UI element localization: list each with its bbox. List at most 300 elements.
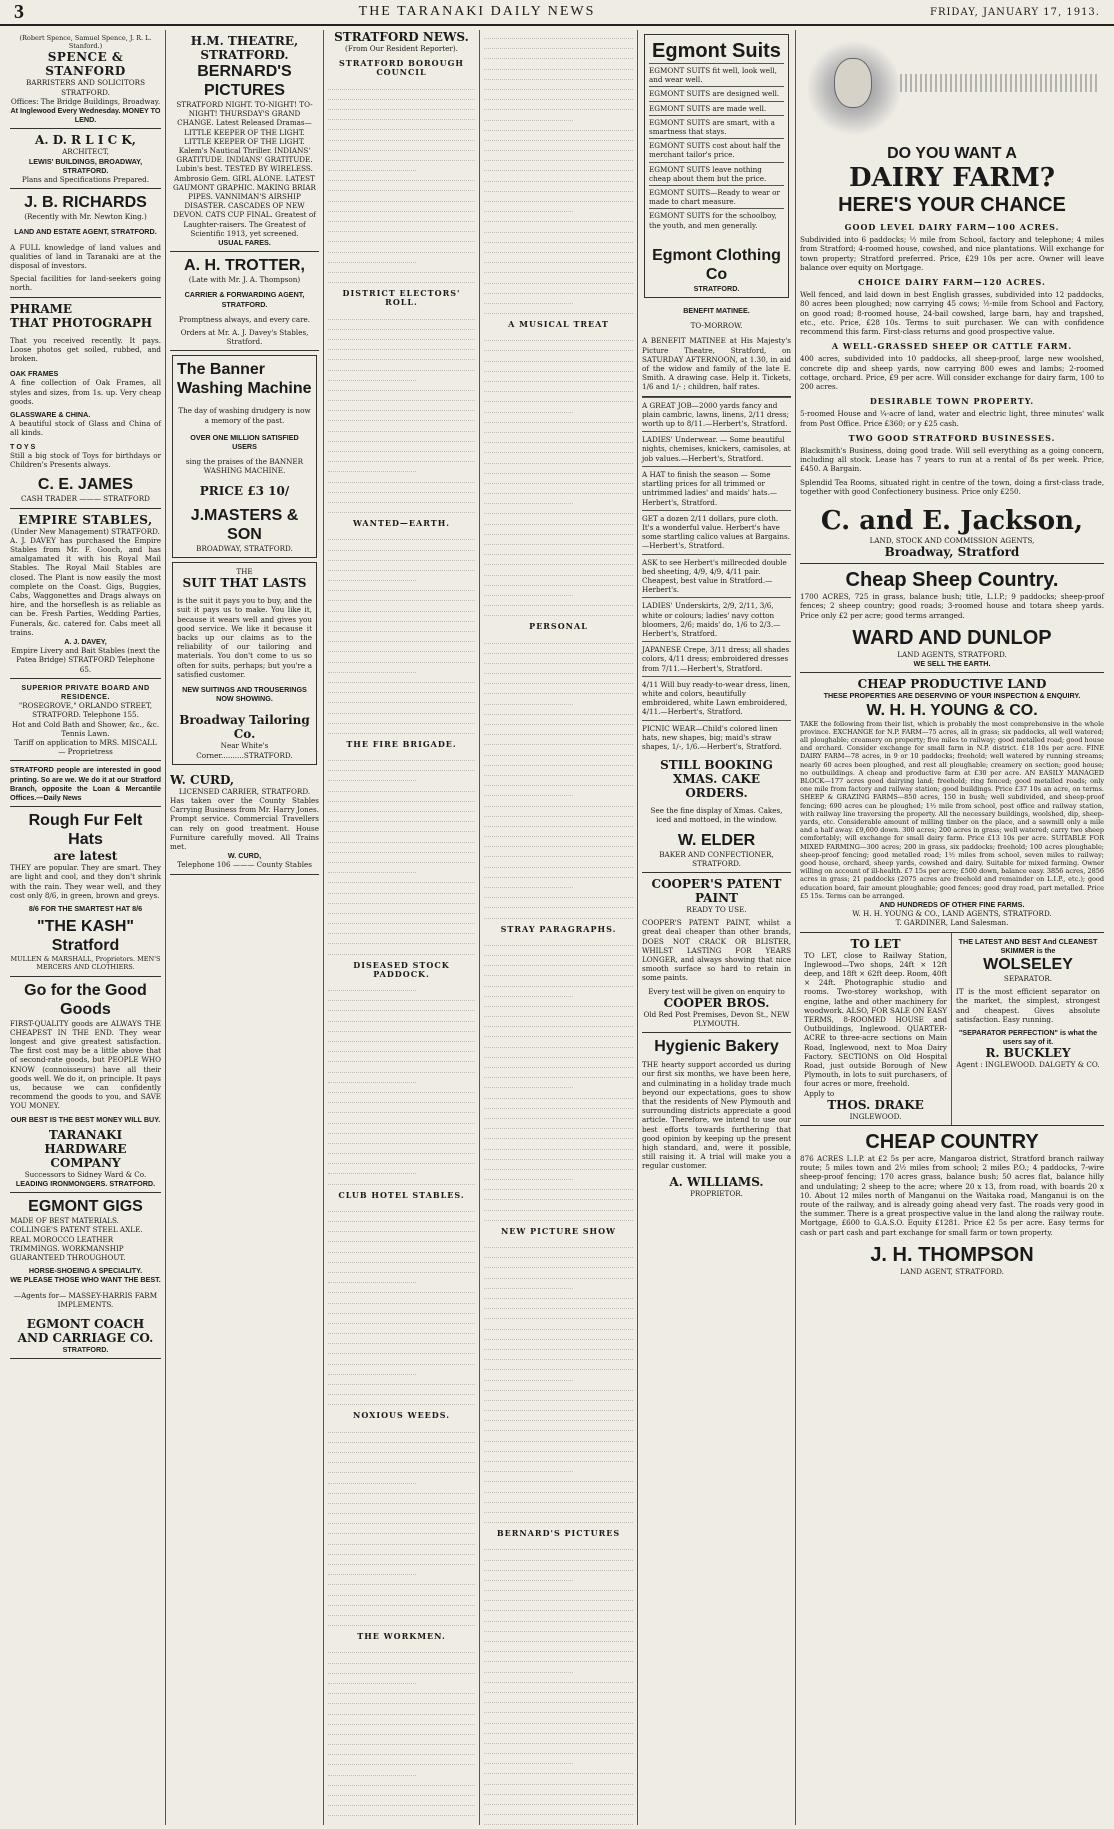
text-line [328,844,475,853]
ad-heading: A. WILLIAMS. [669,1174,764,1189]
text-line [484,152,633,161]
news-section-heading: STRATFORD BOROUGH COUNCIL [339,58,464,78]
text-line [484,162,633,171]
ad-egmont-gigs [10,1193,161,1359]
ad-text: STRATFORD. [693,283,740,293]
ad-subheading: T O Y S [10,441,36,451]
ad-cooper-paint [642,873,791,1033]
text-line [484,828,633,837]
text-line [328,1145,475,1154]
egmont-item: EGMONT SUITS for the schoolboy, the youth, and men generally. [649,208,784,231]
text-line [484,1039,633,1048]
text-line [328,905,475,914]
ad-text: Blacksmith's Business, doing good trade. Will sell everything as a going concern, including all stock. Lease has 7 years to run at a rental of 8s per week. Price, £450. A Bargain. [800,446,1104,474]
text-line [328,1495,475,1504]
text-line [484,767,633,776]
text-line [328,1223,475,1232]
ad-james [10,298,161,509]
ad-text: A fine collection of Oak Frames, all styles and sizes, from 1s. up. Very cheap goods. [10,378,161,406]
ad-heading: Cheap Sheep Country. [845,569,1059,592]
ad-heading: Hygienic Bakery [654,1038,779,1056]
text-line [328,935,475,944]
ad-text: Still a big stock of Toys for birthdays or Children's Presents always. [10,450,161,470]
text-line [328,142,475,151]
news-heading: STRATFORD NEWS. [334,30,469,44]
text-line [328,1818,475,1825]
text-line [328,1064,475,1073]
text-line [484,736,633,745]
text-line [484,859,633,868]
text-line [484,848,633,857]
news-section-heading: THE FIRE BRIGADE. [346,738,457,749]
text-line [484,655,633,664]
ad-heading: J. H. THOMPSON [870,1243,1034,1266]
text-line [328,402,475,411]
text-line [484,747,633,756]
ad-heading: The Banner Washing Machine [177,361,312,398]
two-ad-row [800,933,1104,1126]
ad-text: W. H. H. YOUNG & CO., LAND AGENTS, STRATFORD. [852,909,1052,919]
ad-suit-that-lasts [172,562,317,765]
ad-heading: Egmont Suits [652,40,781,62]
text-line [328,1376,475,1385]
text-line [484,1382,633,1391]
text-line [484,224,633,233]
ad-text: Plans and Specifications Prepared. [21,175,150,185]
ad-text: A. J. DAVEY has purchased the Empire Stables from Mr. F. Gooch, and has amalgamated it with his Royal Mail Stables. The Royal Mail Stables are closed. The Plant is now easily the most complete on the Coast. Gigs, Buggies, Cabs, Waggonettes and Drags always on hire, and the horseflesh is as reliable as can be. Fresh Parties, Wedding Parties, Funerals, &c. catered for. Cabs meet all trains. [10,535,161,637]
ad-text: Has taken over the County Stables Carrying Business from Mr. Harry Jones. Prompt service. Commercial Travellers can rely on good treatment. House Furniture carefully moved. All Trains met. [170,795,319,851]
ad-heading: BENEFIT MATINEE. [683,306,750,316]
text-line [484,434,633,443]
ad-heading: STILL BOOKING XMAS. CAKE ORDERS. [660,758,773,801]
text-line [328,1777,475,1786]
text-line [484,1433,633,1442]
text-line [484,71,633,80]
text-line [328,1485,475,1494]
text-line [484,1079,573,1088]
ad-banner-washing-machine [172,355,317,557]
text-line [484,1613,633,1622]
text-line [328,172,475,181]
text-line [328,81,475,90]
text-line [328,1536,475,1545]
ad-subheading: OAK FRAMES [10,369,59,379]
text-line [484,1120,633,1129]
news-section-heading: PERSONAL [529,621,588,632]
text-line [328,412,475,421]
column-3-news [324,30,480,1825]
ad-heading: PHRAME [10,301,73,316]
text-line [484,101,633,110]
text-line [484,1633,633,1642]
ad-text: IT is the most efficient separator on the market, the simplest, strongest and cheapest. Gives absolute satisfaction. Easy running. [956,987,1100,1024]
text-line [328,1345,475,1354]
ad-text: Subdivided into 6 paddocks; ½ mile from School, factory and telephone; 4 miles from Stratford; 4-roomed house, cowshed, and nice plantations. Will exchange for town property; Stratford preferred. Price, £29 10s per acre. Owner will leave balance over equity on Mortgage. [800,235,1104,272]
ad-heading: EGMONT COACH AND CARRIAGE CO. [17,1317,154,1346]
text-line [328,1505,475,1514]
ad-text: LAND AGENT, STRATFORD. [900,1266,1004,1276]
text-line [484,798,633,807]
text-line [328,1587,475,1596]
text-line [328,694,475,703]
text-line [328,1716,475,1725]
text-line [328,1295,475,1304]
newspaper-title: THE TARANAKI DAILY NEWS [358,4,596,19]
ad-heading: W. ELDER [677,831,756,849]
text-line [328,213,475,222]
text-line [484,1684,633,1693]
text-line [328,484,475,493]
ad-text: Near White's Corner..........STRATFORD. [196,741,293,760]
ad-text: 876 ACRES L.I.P. at £2 5s per acre, Mangaroa district, Stratford branch railway route; 5 miles town and 2½ miles from school; 2 miles P.O.; 4 paddocks, 7-wire sheep-proof fencing; 170 acres grass, balance bush; 50 acres flat, balance hilly and undulating; 2 sheep to the acre; where 20 x 13, from road, with boards 20 x 10. About 12 miles north of Manganui on the Waitaka road, Manganui is on the route of the railway, and is already going ahead very fast. The roads very good in the summer. There is a great prospective value in the land along the railway route. Mortgage, £600 to G.A.S.O. Equity £1281. Price £2 5s per acre. Easy terms for cash or part cash and part exchange for small farm or town property. [800,1154,1104,1237]
ad-text: Every test will be given on enquiry to [648,986,785,996]
ad-text: That you received recently. It pays. Loose photos get soiled, rubbed, and broken. [10,335,161,364]
text-line [328,453,475,462]
text-line [484,81,633,90]
text-line [328,233,475,242]
text-line [484,295,573,304]
ad-heading: J. B. RICHARDS [24,194,147,212]
ad-heading: Broadway, Stratford [884,545,1020,560]
ad-heading: EMPIRE STABLES, [18,512,153,527]
text-line [484,967,633,976]
ad-heading: DAIRY FARM? [848,163,1056,193]
text-line [328,982,416,991]
ad-text: STRATFORD NIGHT. TO-NIGHT! TO-NIGHT! THURSDAY'S GRAND CHANGE. Latest Released Dramas— LITTLE KEEPER OF THE LIGHT. LITTLE KEEPER OF THE LIGHT. Kalem's Nautical Thriller. INDIANS' GRATITUDE. INDIANS' GRATITUDE. Lubin's best. TESTED BY WIRELESS. Ambrosio Gem. GIRL ALONE. LATEST GAUMONT GRAPHIC. MAKING BRIAR PIPES. VANNIMAN'S AIRSHIP DISASTER. CASCADES OF NEW DEVON. CATS CUP FINAL. Greatest of Laughter-raisers. The Greatest of Scientific 1913, yet screened. [173,100,316,238]
text-line [484,607,633,616]
text-line [484,1765,633,1774]
text-line [484,645,633,654]
text-line [328,992,475,1001]
text-line [328,474,475,483]
text-line [328,1695,475,1704]
text-line [328,1756,475,1765]
sun-rays-graphic [900,74,1100,92]
text-line [328,1576,475,1585]
ad-trotter [170,252,319,351]
text-line [484,665,633,674]
ad-text: "SEPARATOR PERFECTION" is what the users say of it. [958,1028,1098,1047]
ad-taranaki-hardware [10,977,161,1194]
ad-heading: HERE'S YOUR CHANCE [838,194,1066,216]
ad-herberts-list [642,397,791,755]
ad-text: A. J. DAVEY, [64,636,107,646]
text-line [484,112,573,121]
text-line [484,1008,633,1017]
ad-text: Old Red Post Premises, Devon St., NEW PLYMOUTH. [643,1009,790,1029]
ad-text: Apply to [804,1088,835,1098]
text-line [484,1049,633,1058]
text-line [328,1525,475,1534]
text-line [328,392,475,401]
ad-text: LEWIS' BUILDINGS, BROADWAY, STRATFORD. [28,156,143,175]
herberts-item: LADIES' Underskirts, 2/9, 2/11, 3/6, white or colours; ladies' navy cotton bloomers, 2/6; maids' do, 1/6 to 2/3.—Herbert's, Stratford. [642,597,791,641]
face-graphic [834,58,872,108]
text-line [484,1653,633,1662]
text-line [484,1514,633,1523]
text-line [328,1084,475,1093]
ad-heading: Rough Fur Felt Hats [28,812,143,849]
text-line [484,193,633,202]
text-line [484,1562,633,1571]
page-number: 3 [14,0,24,23]
text-line [484,332,633,341]
ad-text: USUAL FARES. [218,238,271,248]
text-line [484,1786,633,1795]
text-line [328,1746,475,1755]
text-line [484,404,573,413]
text-line [484,706,633,715]
ad-thompson [800,1126,1104,1280]
ad-text: Empire Livery and Bait Stables (next the Patea Bridge) STRATFORD Telephone 65. [11,646,160,674]
text-line [484,1552,633,1561]
text-line [484,1745,633,1754]
text-line [484,465,633,474]
text-line [484,1130,633,1139]
text-line [328,684,475,693]
text-line [484,1572,573,1581]
text-line [328,1556,475,1565]
ad-heading: W. CURD, [170,772,235,787]
text-line [484,1300,633,1309]
ad-heading: J.MASTERS & SON [190,506,299,543]
text-line [484,203,573,212]
text-line [328,1454,475,1463]
herberts-item: PICNIC WEAR—Child's colored linen hats, new shapes, big; maid's straw shapes, 1/-, 1/6.—Herbert's, Stratford. [642,720,791,755]
text-line [328,1444,475,1453]
text-line [484,1270,633,1279]
text-line [328,582,475,591]
text-line [484,577,633,586]
ad-text: —Agents for— MASSEY-HARRIS FARM IMPLEMENTS. [13,1290,158,1309]
ad-heading: A. D. R L I C K, [35,133,136,148]
ad-text: Special facilities for land-seekers going north. [10,274,161,293]
text-line [484,1473,633,1482]
masthead [0,0,1114,26]
ad-heading: THE LATEST AND BEST And CLEANEST SKIMMER is the [958,936,1098,955]
ad-heading: WOLSELEY [983,955,1073,973]
text-line [328,1386,475,1395]
ad-ward-dunlop [800,564,1104,673]
text-line [484,899,633,908]
herberts-item: GET a dozen 2/11 dollars, pure cloth. It's a wonderful value. Herbert's have some startling calico values at Bargains.—Herbert's, Stratford. [642,510,791,554]
text-line [328,572,416,581]
ad-text: The day of washing drudgery is now a memory of the past. [178,406,311,425]
text-line [484,787,573,796]
text-line [484,1259,633,1268]
text-line [328,223,475,232]
text-line [328,1104,475,1113]
ad-text: A FULL knowledge of land values and qualities of land in Taranaki are at the disposal of investors. [10,242,161,271]
text-line [484,1059,633,1068]
ad-subheading: GOOD LEVEL DAIRY FARM—100 ACRES. [844,222,1060,232]
egmont-item: EGMONT SUITS are designed well. [649,86,784,100]
text-line [328,823,475,832]
news-section-heading: A MUSICAL TREAT [508,319,609,330]
ad-text: A BENEFIT MATINEE at His Majesty's Picture Theatre, Stratford, on SATURDAY AFTERNOON, at 1.30, in aid of the widow and family of the late E. Smith. A drawing case. Help it. Tickets, 1/6 and 1/- ; children, half rates. [642,336,791,392]
ad-heading: COOPER BROS. [663,995,770,1010]
ad-text: Splendid Tea Rooms, situated right in centre of the town, doing a first-class trade, together with good Confectionery business. Price only £250. [800,477,1104,496]
text-line [484,1321,633,1330]
news-section-heading: STRAY PARAGRAPHS. [500,923,617,934]
text-line [484,587,573,596]
text-line [328,946,475,955]
text-line [484,1090,633,1099]
text-line [484,957,633,966]
text-line [328,874,475,883]
ad-subheading: A WELL-GRASSED SHEEP OR CATTLE FARM. [831,341,1073,352]
news-section-heading: BERNARD'S PICTURES [496,1528,621,1539]
text-line [328,1675,416,1684]
ad-heading: THOS. DRAKE [827,1097,924,1112]
text-line [328,1305,475,1314]
ad-text: THE [236,566,253,576]
text-line [484,1280,573,1289]
text-line [328,1043,475,1052]
ad-text: BROADWAY, STRATFORD. [196,543,293,553]
ad-heading: TARANAKI HARDWARE COMPANY [44,1127,127,1170]
news-article-body [484,30,633,1825]
text-line [484,1402,633,1411]
text-line [484,1191,633,1200]
ad-text: At Inglewood Every Wednesday. MONEY TO LEND. [10,106,161,125]
text-line [328,311,475,320]
text-line [484,567,633,576]
text-line [484,275,633,284]
text-line [484,869,633,878]
text-line [484,879,573,888]
news-section-heading: NEW PICTURE SHOW [500,1225,617,1236]
text-line [484,726,633,735]
text-line [484,838,633,847]
ad-heading: EGMONT GIGS [28,1198,143,1216]
ad-theatre [170,30,319,252]
text-line [484,244,633,253]
egmont-item: EGMONT SUITS leave nothing cheap about them but the price. [649,162,784,185]
herberts-item: LADIES' Underwear. — Some beautiful nights, chemises, knickers, camisoles, at job values.—Herbert's, Stratford. [642,431,791,466]
text-line [328,752,475,761]
ad-text: (Robert Spence, Samuel Spence, J. R. L. Stanford.) [19,34,152,51]
ad-text: FIRST-QUALITY goods are ALWAYS THE CHEAPEST IN THE END. They wear longest and give greatest satisfaction. The first cost may be a little above that of second-rate goods, but PEOPLE WHO KNOW (connoisseurs) have all their goods well. We do it, on principle. It pays us, because we can confidently recommend the goods to you, and SAVE YOU MONEY. [10,1018,161,1111]
text-line [328,1155,475,1164]
text-line [328,1274,416,1283]
text-line [484,1310,633,1319]
text-line [328,1135,475,1144]
text-line [484,1623,633,1632]
text-line [328,193,475,202]
text-line [484,1643,633,1652]
ad-heading: WARD AND DUNLOP [852,626,1052,649]
ad-text: LICENSED CARRIER, STRATFORD. [178,786,311,796]
ad-text: SEPARATOR. [1003,973,1053,983]
text-line [484,1202,633,1211]
ad-heading: SUPERIOR PRIVATE BOARD AND RESIDENCE. [21,682,150,701]
ad-kash [10,807,161,976]
text-line [328,803,475,812]
ad-empire-stables [10,509,161,679]
text-line [484,353,633,362]
ad-subheading: DESIRABLE TOWN PROPERTY. [869,396,1035,407]
ad-text: Successors to Sidney Ward & Co. [24,1169,147,1179]
ad-heading: R. BUCKLEY [985,1046,1071,1061]
text-line [328,1356,475,1365]
ad-egmont-suits [644,34,789,298]
text-line [328,101,475,110]
text-line [328,1665,475,1674]
column-5 [638,30,796,1825]
text-line [484,505,633,514]
column-1 [6,30,166,1825]
text-line [328,91,475,100]
text-line [484,1582,633,1591]
ad-subheading: TWO GOOD STRATFORD BUSINESSES. [848,432,1056,443]
text-line [328,1685,475,1694]
ad-subheading: CHOICE DAIRY FARM—120 ACRES. [858,277,1046,288]
ad-heading: COOPER'S PATENT PAINT [651,876,782,905]
ad-text: A beautiful stock of Glass and China of all kinds. [10,419,161,438]
text-line [484,988,573,997]
text-line [484,383,633,392]
ad-heading: A. H. TROTTER, [184,257,305,275]
text-line [484,173,633,182]
ad-text: WE PLEASE THOSE WHO WANT THE BEST. [10,1275,161,1285]
text-line [328,1464,475,1473]
text-line [484,1806,633,1815]
text-line [484,536,633,545]
ad-elder [642,754,791,873]
text-line [328,1203,475,1212]
ad-text: LAND AND ESTATE AGENT, STRATFORD. [14,227,157,237]
text-line [328,1213,475,1222]
text-line [484,234,633,243]
text-line [328,552,475,561]
text-line [484,213,633,222]
text-line [328,1074,416,1083]
egmont-item: EGMONT SUITS are made well. [649,101,784,115]
text-line [484,1755,573,1764]
egmont-item: EGMONT SUITS are smart, with a smartness that stays. [649,115,784,138]
text-line [484,30,633,39]
text-line [484,1443,633,1452]
text-line [328,793,475,802]
text-line [328,254,416,263]
text-line [328,705,475,714]
text-line [328,321,475,330]
ad-text: ARCHITECT, [62,147,109,157]
ad-heading: Egmont Clothing Co [652,246,781,283]
text-line [328,443,475,452]
text-line [484,696,573,705]
text-line [328,1607,475,1616]
ad-spence-stanford [10,30,161,129]
ad-text: AND HUNDREDS OF OTHER FINE FARMS. [879,899,1025,909]
ad-young [800,673,1104,932]
text-line [328,1787,475,1796]
text-line [484,1331,633,1340]
text-line [328,1434,475,1443]
text-line [328,772,416,781]
text-line [484,808,633,817]
text-line [484,142,633,151]
text-line [328,1315,475,1324]
text-line [328,362,475,371]
text-line [328,1264,475,1273]
text-line [484,546,633,555]
text-line [328,162,416,171]
text-line [328,121,475,130]
ad-heading: SPENCE & STANFORD [45,50,126,79]
ad-text: CASH TRADER ——— STRATFORD [21,494,150,504]
